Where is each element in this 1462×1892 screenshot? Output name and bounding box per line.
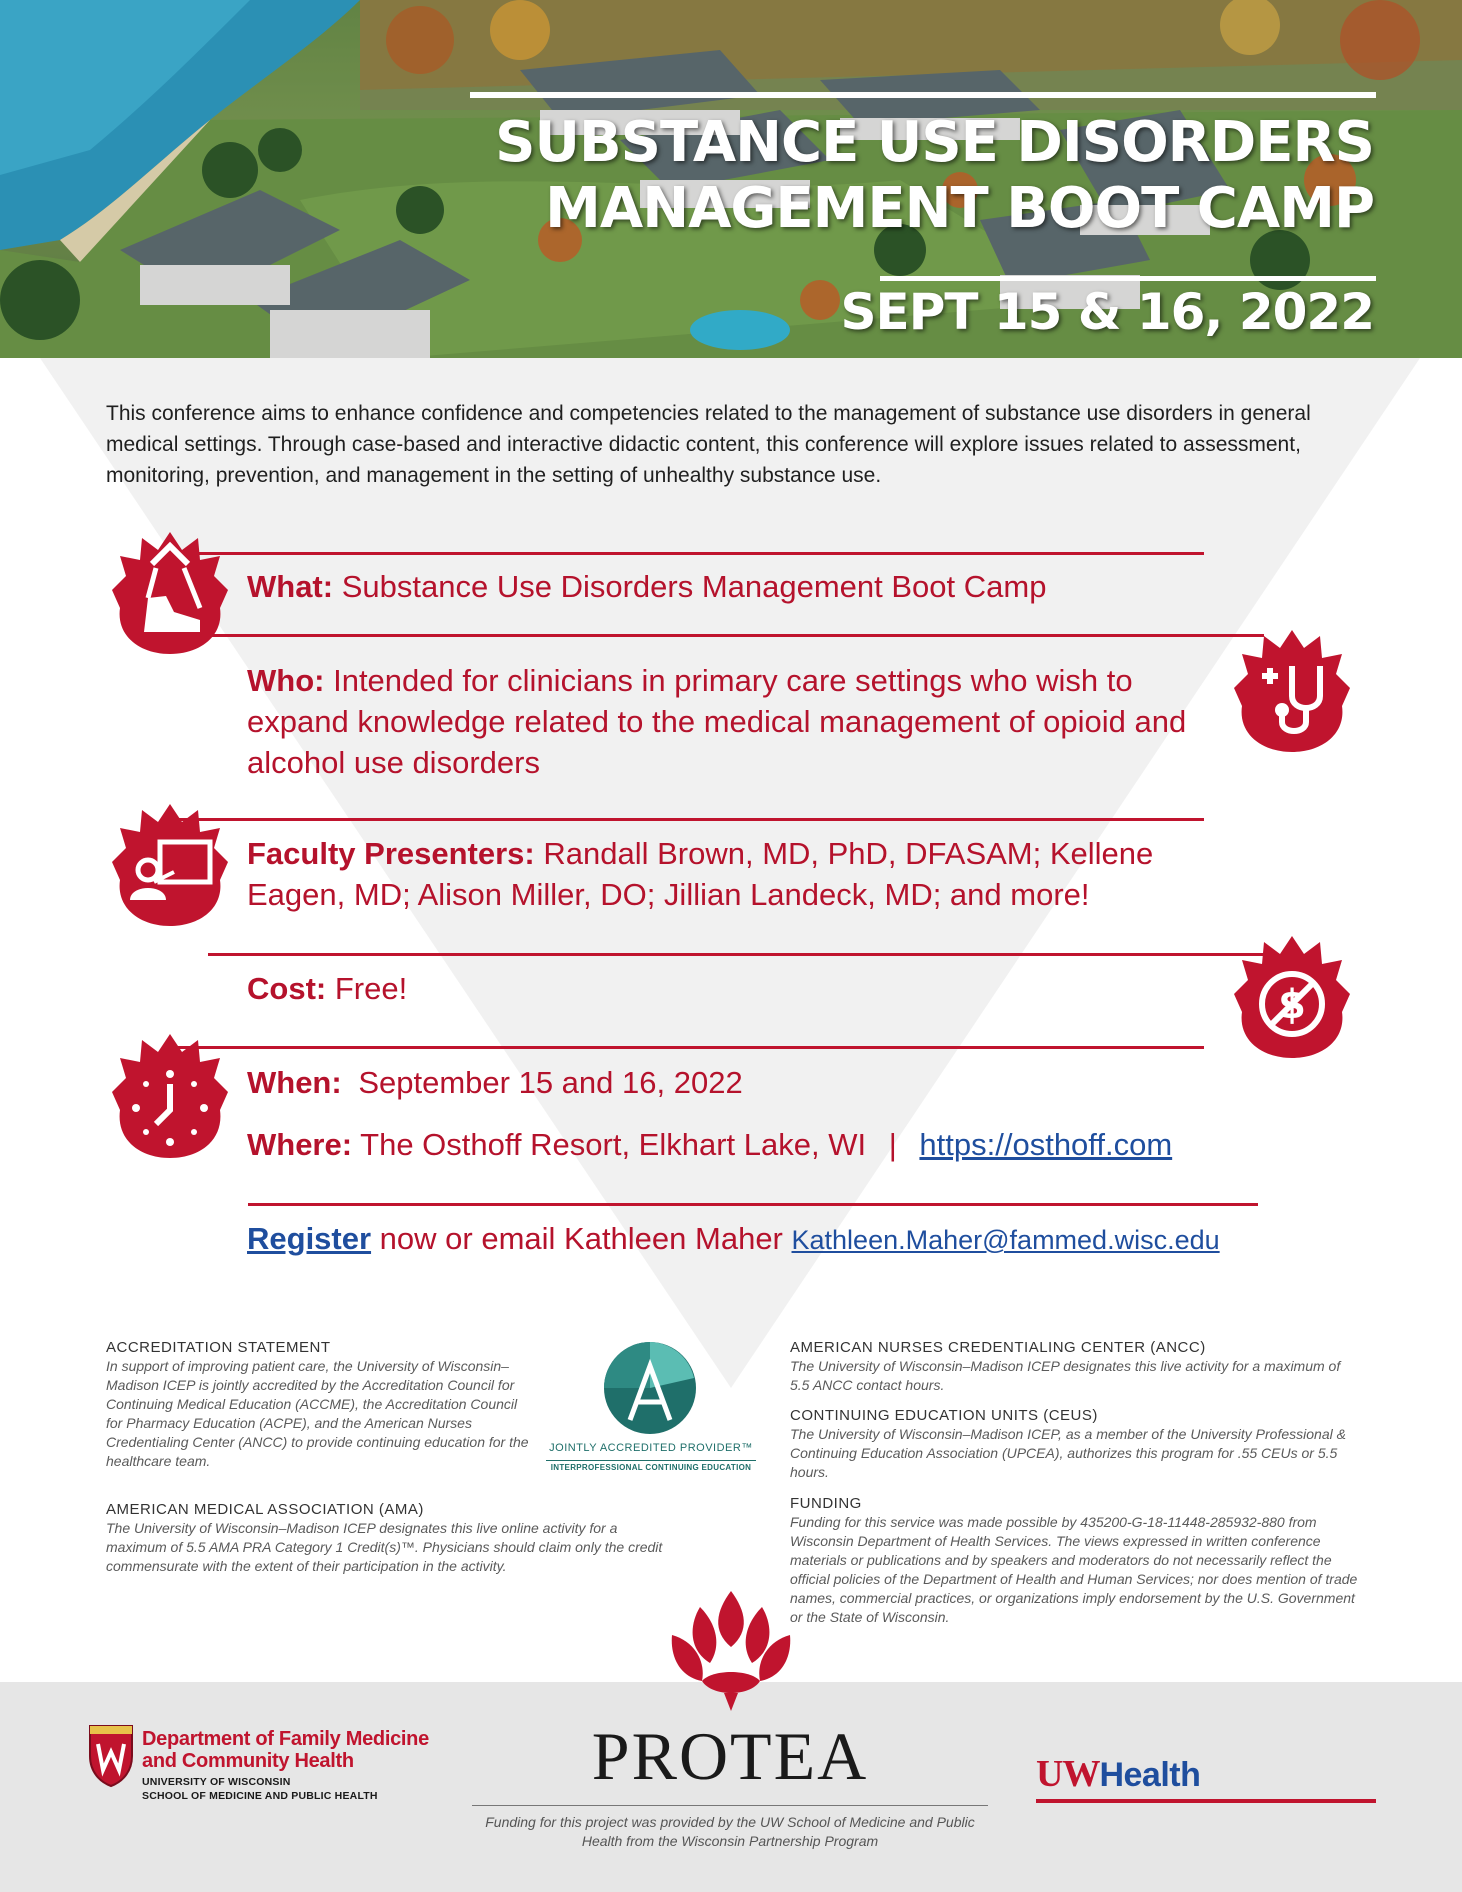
- intro-paragraph: This conference aims to enhance confidence and competencies related to the management of substance use disorders in general medical settings. Through case-based and interactive didactic content, this conference will explore issues related to assessment, monitoring, prevention, and management in the setting of unhealthy substance use.: [106, 402, 1311, 487]
- what-text: Substance Use Disorders Management Boot Camp: [341, 569, 1047, 604]
- hero-banner: [0, 0, 1462, 358]
- register-link[interactable]: Register: [247, 1221, 372, 1256]
- faculty-row: [247, 833, 1217, 915]
- who-text: Intended for clinicians in primary care settings who wish to expand knowledge related to the medical management of opioid and alcohol use disorders: [247, 663, 1187, 780]
- ancc-text: The University of Wisconsin–Madison ICEP designates this live activity for a maximum of 5.5 ANCC contact hours.: [790, 1358, 1341, 1393]
- health-wordmark: Health: [1099, 1756, 1201, 1794]
- event-title: SUBSTANCE USE DISORDERS MANAGEMENT BOOT CAMP: [495, 110, 1374, 241]
- register-text: now or email Kathleen Maher: [379, 1221, 783, 1256]
- resort-link[interactable]: https://osthoff.com: [919, 1127, 1173, 1162]
- funding-block: [790, 1494, 1360, 1627]
- presenter-icon: [108, 800, 232, 930]
- ceus-block: [790, 1406, 1360, 1482]
- who-row: [247, 660, 1213, 783]
- hero-date-rule: [880, 276, 1376, 281]
- cost-text: Free!: [334, 971, 408, 1006]
- funding-text: Funding for this service was made possible by 435200-G-18-11448-285932-880 from Wisconsin Department of Health Services. The views expressed in written conference materials or publications and by speakers and moderators do not necessarily reflect the official policies of the Department of Health and Human Services; nor does mention of trade names, commercial practices, or organizations imply endorsement by the U.S. Government or the State of Wisconsin.: [790, 1514, 1358, 1625]
- jap-subtitle: INTERPROFESSIONAL CONTINUING EDUCATION: [546, 1460, 756, 1472]
- protea-rule: [472, 1805, 988, 1806]
- uw-health-logo: [1036, 1752, 1200, 1796]
- what-row: [247, 566, 1147, 607]
- divider-line: [178, 1046, 1204, 1049]
- where-label: Where:: [247, 1127, 353, 1162]
- protea-wordmark: PROTEA: [591, 1718, 869, 1794]
- what-label: What:: [247, 569, 334, 604]
- uw-crest-icon: [86, 1722, 136, 1788]
- when-label: When:: [247, 1065, 342, 1100]
- where-text: The Osthoff Resort, Elkhart Lake, WI: [360, 1127, 867, 1162]
- uw-health-underline: [1036, 1799, 1376, 1803]
- event-date: SEPT 15 & 16, 2022: [840, 283, 1374, 341]
- ama-heading: AMERICAN MEDICAL ASSOCIATION (AMA): [106, 1501, 424, 1518]
- boot-icon: [108, 528, 232, 658]
- accreditation-text: In support of improving patient care, the University of Wisconsin–Madison ICEP is jointly accredited by the Accreditation Council for Continuing Medical Education (ACCME), the Accreditation Council for Pharmacy Education (ACPE), and the American Nurses Credentialing Center (ANCC) to provide continuing education for the healthcare team.: [106, 1358, 529, 1469]
- cost-label: Cost:: [247, 971, 327, 1006]
- register-row: [247, 1218, 1287, 1261]
- email-link[interactable]: Kathleen.Maher@fammed.wisc.edu: [791, 1225, 1220, 1255]
- divider-line: [208, 953, 1264, 956]
- hero-top-rule: [470, 92, 1376, 98]
- ama-block: [106, 1500, 666, 1576]
- accreditation-block: [106, 1338, 530, 1471]
- ceus-text: The University of Wisconsin–Madison ICEP, as a member of the University Professional & Continuing Education Association (UPCEA), authorizes this program for .55 CEUs or 5.5 hours.: [790, 1426, 1346, 1480]
- where-row: [247, 1124, 1247, 1165]
- jointly-accredited-logo: [546, 1338, 756, 1438]
- divider-line: [178, 818, 1204, 821]
- when-text: September 15 and 16, 2022: [358, 1065, 743, 1100]
- divider-line: [178, 552, 1204, 555]
- where-separator: |: [888, 1127, 897, 1162]
- no-cost-icon: [1230, 932, 1354, 1062]
- ceus-heading: CONTINUING EDUCATION UNITS (CEUS): [790, 1407, 1098, 1424]
- divider-line: [248, 1203, 1258, 1206]
- dfm-subtitle: UNIVERSITY OF WISCONSIN SCHOOL OF MEDICINE AND PUBLIC HEALTH: [142, 1776, 378, 1802]
- dfm-name: Department of Family Medicine and Community Health: [142, 1728, 429, 1772]
- protea-flower-icon: [650, 1585, 812, 1715]
- who-label: Who:: [247, 663, 325, 698]
- clock-icon: [108, 1030, 232, 1162]
- faculty-text: Randall Brown, MD, PhD, DFASAM; Kellene Eagen, MD; Alison Miller, DO; Jillian Landeck, MD; and more!: [247, 836, 1154, 912]
- svg-text:$: $: [1278, 982, 1306, 1028]
- funding-heading: FUNDING: [790, 1495, 862, 1512]
- when-row: [247, 1062, 1147, 1103]
- accreditation-heading: ACCREDITATION STATEMENT: [106, 1339, 331, 1356]
- faculty-label: Faculty Presenters:: [247, 836, 535, 871]
- cost-row: [247, 968, 1047, 1009]
- jap-name: JOINTLY ACCREDITED PROVIDER™: [549, 1442, 753, 1454]
- ama-text: The University of Wisconsin–Madison ICEP designates this live online activity for a maximum of 5.5 AMA PRA Category 1 Credit(s)™. Physicians should claim only the credit commensurate with the extent of their participation in the activity.: [106, 1520, 663, 1574]
- stethoscope-icon: [1230, 626, 1354, 756]
- uw-wordmark: UW: [1036, 1753, 1100, 1795]
- divider-line: [208, 634, 1264, 637]
- ancc-block: [790, 1338, 1360, 1395]
- protea-funding-note: Funding for this project was provided by the UW School of Medicine and Public Health from the Wisconsin Partnership Program: [485, 1814, 975, 1849]
- ancc-heading: AMERICAN NURSES CREDENTIALING CENTER (ANCC): [790, 1339, 1206, 1356]
